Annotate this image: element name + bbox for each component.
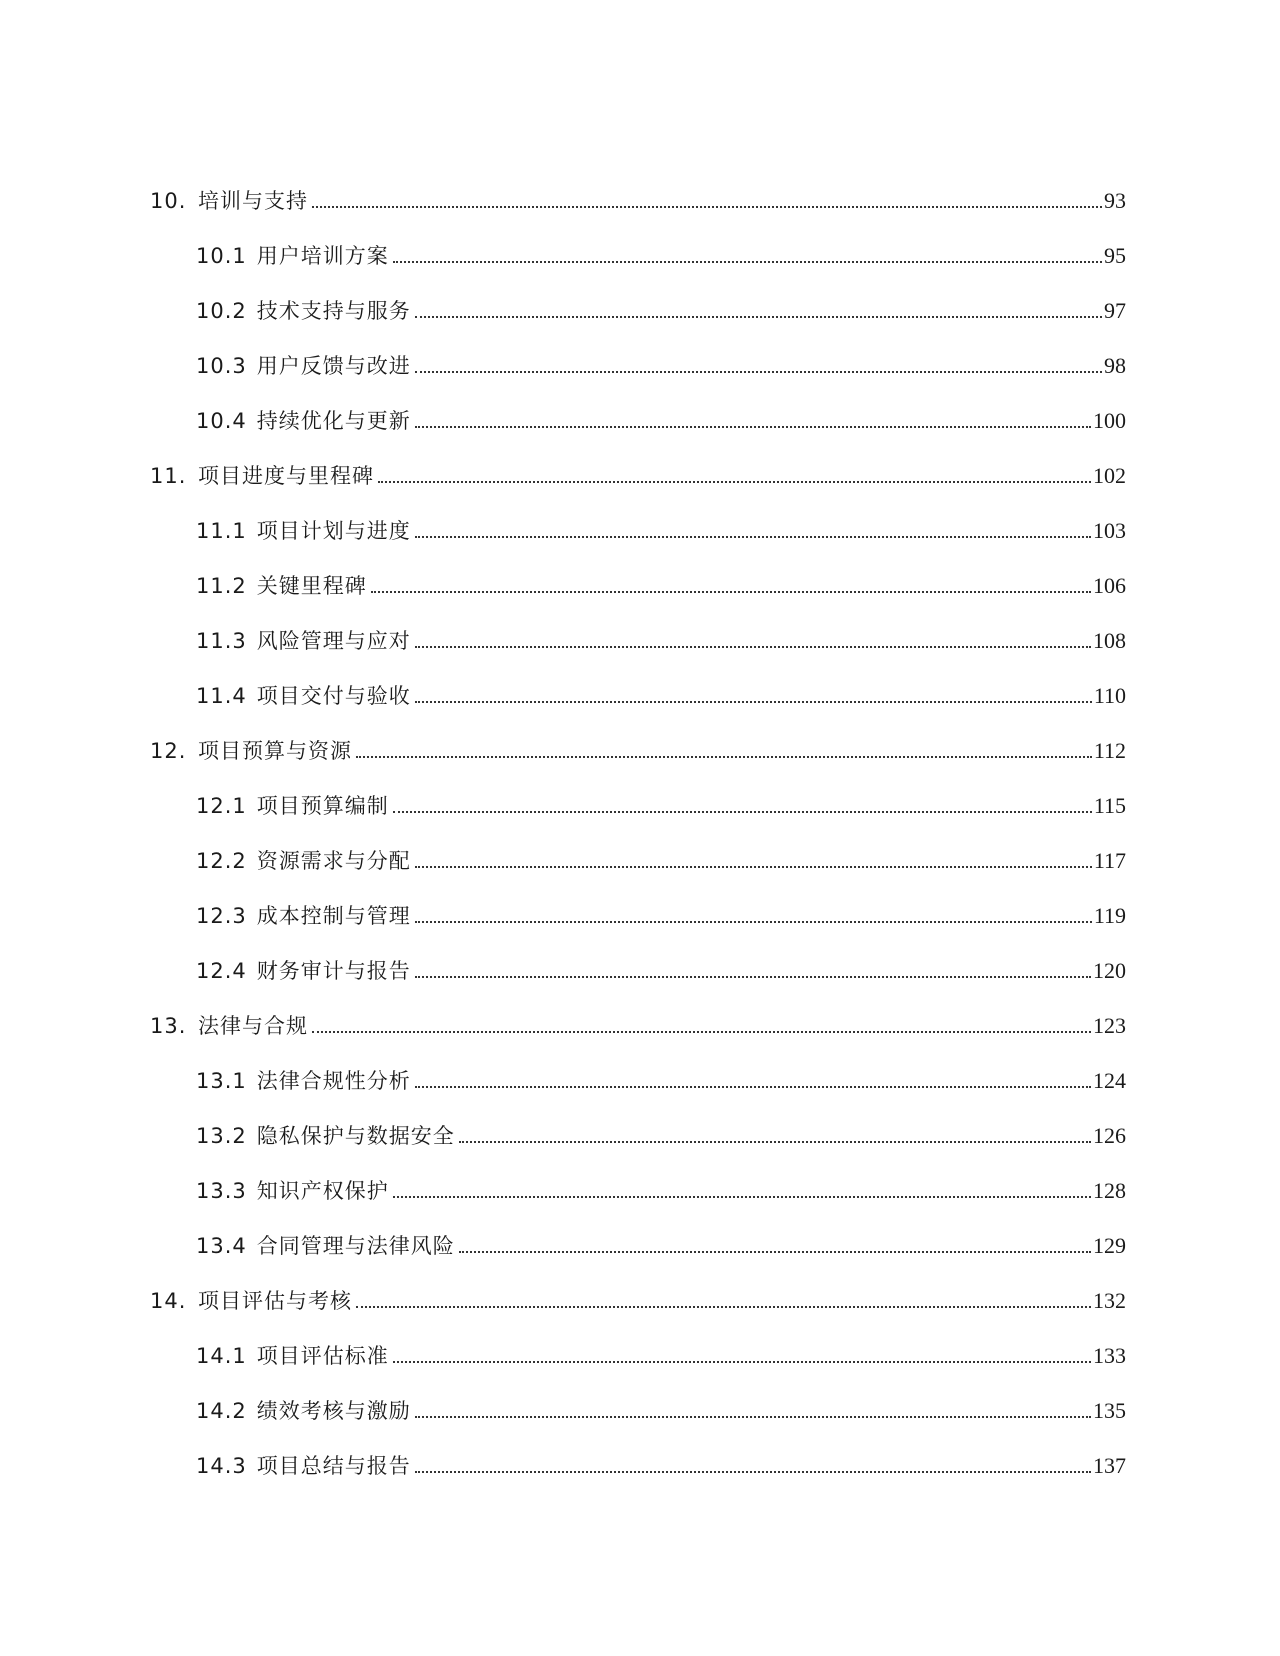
dot-leader — [459, 1251, 1091, 1253]
toc-entry-11[interactable] — [150, 455, 1126, 489]
toc-entry-title: 项目评估与考核 — [198, 1289, 352, 1313]
toc-entry-page: 106 — [1093, 573, 1126, 598]
toc-entry-page: 133 — [1093, 1343, 1126, 1368]
toc-entry-page: 115 — [1093, 793, 1126, 818]
toc-entry-title: 用户反馈与改进 — [256, 354, 411, 378]
toc-entry-page: 132 — [1093, 1288, 1126, 1313]
toc-entry-10[interactable] — [150, 180, 1126, 214]
toc-entry-title: 技术支持与服务 — [256, 299, 411, 323]
dot-leader — [415, 1416, 1091, 1418]
toc-entry-page: 119 — [1093, 903, 1126, 928]
dot-leader — [415, 921, 1092, 923]
toc-entry-number: 11.4 — [196, 684, 247, 708]
toc-entry-title: 培训与支持 — [198, 189, 308, 213]
dot-leader — [415, 976, 1091, 978]
toc-entry-title: 绩效考核与激励 — [256, 1399, 411, 1423]
toc-entry-page: 135 — [1093, 1398, 1126, 1423]
toc-entry-12-3[interactable] — [196, 895, 1126, 929]
toc-entry-number: 10. — [150, 189, 187, 213]
toc-entry-page: 95 — [1104, 243, 1126, 268]
toc-entry-number: 12.1 — [196, 794, 247, 818]
toc-entry-page: 126 — [1093, 1123, 1126, 1148]
toc-entry-number: 10.1 — [196, 244, 247, 268]
toc-entry-title: 项目交付与验收 — [256, 684, 411, 708]
toc-entry-page: 128 — [1093, 1178, 1126, 1203]
toc-entry-title: 项目预算编制 — [256, 794, 389, 818]
toc-entry-title: 关键里程碑 — [256, 574, 367, 598]
toc-entry-number: 11. — [150, 464, 187, 488]
toc-entry-11-4[interactable] — [196, 675, 1126, 709]
toc-entry-10-3[interactable] — [196, 345, 1126, 379]
toc-entry-11-1[interactable] — [196, 510, 1126, 544]
toc-entry-number: 12.4 — [196, 959, 247, 983]
toc-entry-13[interactable] — [150, 1005, 1126, 1039]
toc-entry-page: 117 — [1093, 848, 1126, 873]
toc-entry-number: 14. — [150, 1289, 187, 1313]
toc-entry-page: 137 — [1093, 1453, 1126, 1478]
toc-entry-title: 项目总结与报告 — [256, 1454, 411, 1478]
toc-entry-number: 14.2 — [196, 1399, 247, 1423]
toc-entry-number: 13.3 — [196, 1179, 247, 1203]
toc-entry-page: 108 — [1093, 628, 1126, 653]
toc-entry-page: 100 — [1093, 408, 1126, 433]
toc-entry-number: 12.2 — [196, 849, 247, 873]
toc-entry-page: 110 — [1093, 683, 1126, 708]
dot-leader — [371, 591, 1091, 593]
toc-entry-14-1[interactable] — [196, 1335, 1126, 1369]
toc-entry-page: 120 — [1093, 958, 1126, 983]
toc-entry-number: 12.3 — [196, 904, 247, 928]
toc-entry-13-2[interactable] — [196, 1115, 1126, 1149]
toc-entry-title: 知识产权保护 — [256, 1179, 389, 1203]
toc-entry-page: 112 — [1093, 738, 1126, 763]
toc-entry-title: 持续优化与更新 — [256, 409, 411, 433]
toc-entry-title: 项目评估标准 — [256, 1344, 389, 1368]
dot-leader — [356, 756, 1092, 758]
dot-leader — [378, 481, 1091, 483]
toc-entry-14-2[interactable] — [196, 1390, 1126, 1424]
toc-entry-page: 129 — [1093, 1233, 1126, 1258]
toc-entry-title: 法律与合规 — [198, 1014, 308, 1038]
dot-leader — [393, 1361, 1091, 1363]
dot-leader — [393, 811, 1092, 813]
toc-entry-10-2[interactable] — [196, 290, 1126, 324]
dot-leader — [415, 646, 1091, 648]
dot-leader — [393, 1196, 1091, 1198]
toc-entry-number: 14.1 — [196, 1344, 247, 1368]
toc-entry-number: 13.4 — [196, 1234, 247, 1258]
toc-entry-number: 11.2 — [196, 574, 247, 598]
toc-entry-13-4[interactable] — [196, 1225, 1126, 1259]
toc-entry-number: 13.1 — [196, 1069, 247, 1093]
dot-leader — [415, 866, 1092, 868]
dot-leader — [415, 371, 1102, 373]
dot-leader — [393, 261, 1102, 263]
toc-entry-12[interactable] — [150, 730, 1126, 764]
toc-entry-title: 财务审计与报告 — [256, 959, 411, 983]
toc-entry-number: 12. — [150, 739, 187, 763]
toc-entry-number: 10.4 — [196, 409, 247, 433]
dot-leader — [312, 206, 1102, 208]
toc-entry-page: 93 — [1104, 188, 1126, 213]
toc-entry-title: 资源需求与分配 — [256, 849, 411, 873]
toc-entry-number: 10.2 — [196, 299, 247, 323]
toc-entry-title: 项目计划与进度 — [256, 519, 411, 543]
toc-entry-title: 风险管理与应对 — [256, 629, 411, 653]
toc-entry-10-1[interactable] — [196, 235, 1126, 269]
dot-leader — [415, 1471, 1091, 1473]
toc-entry-number: 14.3 — [196, 1454, 247, 1478]
toc-entry-11-2[interactable] — [196, 565, 1126, 599]
toc-entry-number: 13. — [150, 1014, 187, 1038]
toc-entry-title: 法律合规性分析 — [256, 1069, 411, 1093]
toc-entry-page: 124 — [1093, 1068, 1126, 1093]
toc-entry-number: 11.3 — [196, 629, 247, 653]
dot-leader — [356, 1306, 1091, 1308]
toc-entry-page: 102 — [1093, 463, 1126, 488]
toc-entry-page: 103 — [1093, 518, 1126, 543]
toc-entry-14-3[interactable] — [196, 1445, 1126, 1479]
toc-entry-number: 10.3 — [196, 354, 247, 378]
toc-entry-title: 隐私保护与数据安全 — [256, 1124, 455, 1148]
toc-entry-number: 11.1 — [196, 519, 247, 543]
toc-entry-14[interactable] — [150, 1280, 1126, 1314]
toc-entry-12-4[interactable] — [196, 950, 1126, 984]
dot-leader — [415, 316, 1102, 318]
toc-entry-11-3[interactable] — [196, 620, 1126, 654]
toc-entry-title: 成本控制与管理 — [256, 904, 411, 928]
toc-entry-page: 123 — [1093, 1013, 1126, 1038]
toc-entry-title: 项目预算与资源 — [198, 739, 352, 763]
toc-entry-12-2[interactable] — [196, 840, 1126, 874]
toc-entry-12-1[interactable] — [196, 785, 1126, 819]
dot-leader — [415, 426, 1091, 428]
toc-entry-title: 项目进度与里程碑 — [198, 464, 374, 488]
toc-entry-13-3[interactable] — [196, 1170, 1126, 1204]
toc-entry-number: 13.2 — [196, 1124, 247, 1148]
toc-entry-page: 97 — [1104, 298, 1126, 323]
dot-leader — [415, 536, 1091, 538]
toc-entry-13-1[interactable] — [196, 1060, 1126, 1094]
dot-leader — [415, 701, 1092, 703]
toc-entry-title: 用户培训方案 — [256, 244, 389, 268]
dot-leader — [312, 1031, 1091, 1033]
toc-entry-page: 98 — [1104, 353, 1126, 378]
dot-leader — [415, 1086, 1091, 1088]
toc-entry-title: 合同管理与法律风险 — [256, 1234, 455, 1258]
toc-entry-10-4[interactable] — [196, 400, 1126, 434]
dot-leader — [459, 1141, 1091, 1143]
